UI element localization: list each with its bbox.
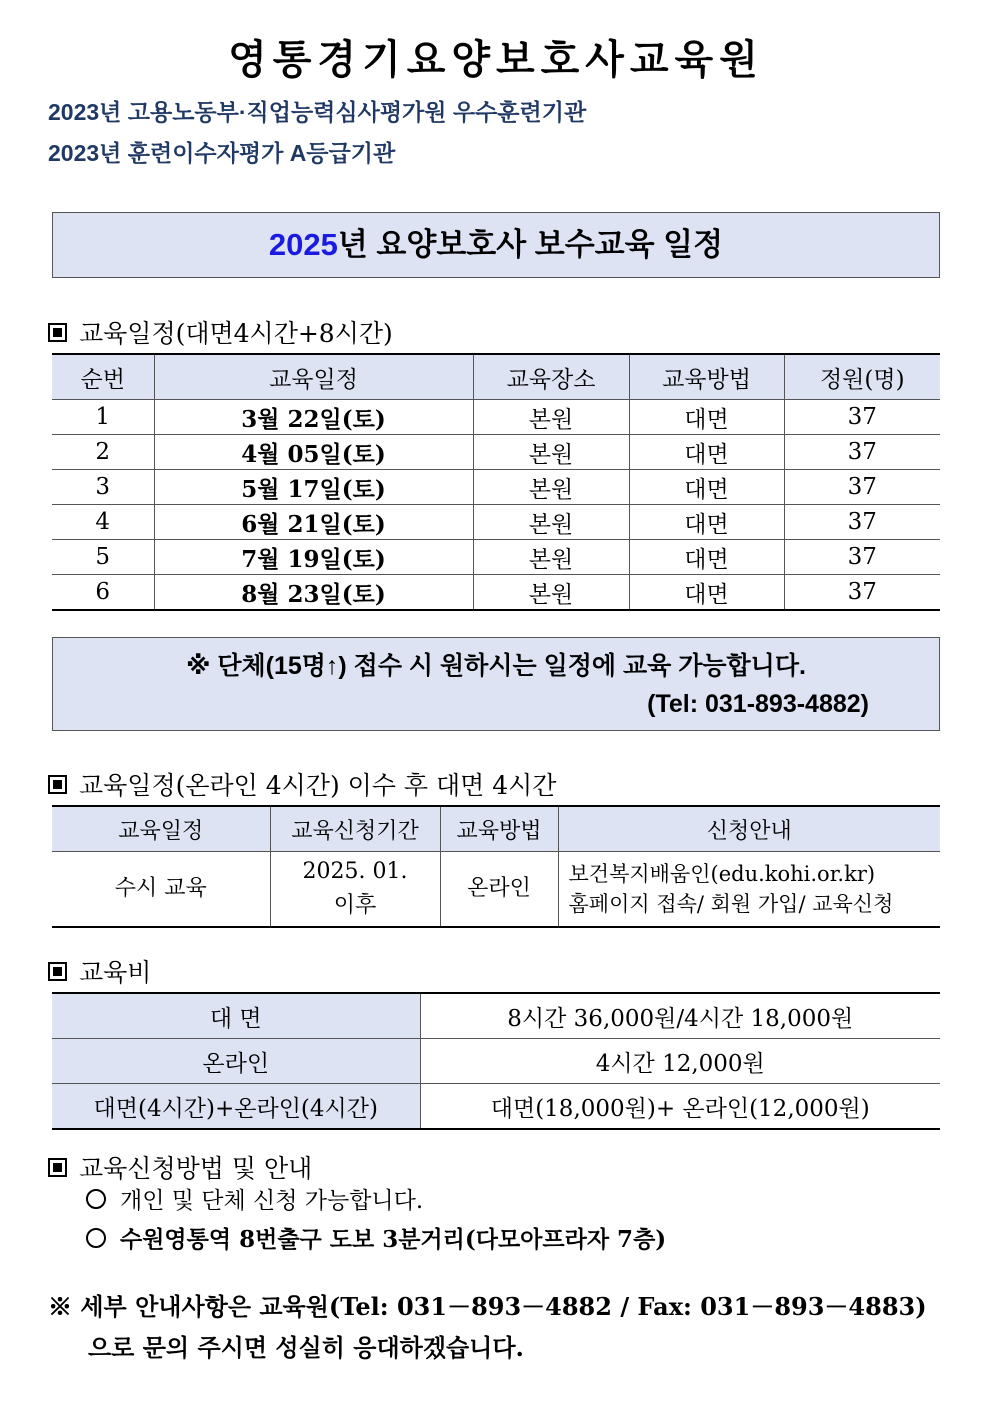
table-row: [52, 400, 940, 435]
row-method: 대면: [629, 505, 784, 540]
group-notice-tel: (Tel: 031-893-4882): [647, 690, 869, 718]
table-row: [52, 470, 940, 505]
schedule-header-row: [52, 354, 940, 400]
title-year: 2025: [268, 227, 338, 262]
circle-bullet-icon: [86, 1189, 106, 1209]
table-row: [52, 575, 940, 611]
apply-heading-text: 교육신청방법 및 안내: [79, 1154, 313, 1183]
apply-bullet-2: [86, 1221, 666, 1254]
col-header-capacity: 정원(명): [784, 354, 940, 400]
table-row: [52, 540, 940, 575]
section-heading-fee: [48, 953, 151, 989]
online-heading-text: 교육일정(온라인 4시간) 이수 후 대면 4시간: [79, 771, 557, 800]
section-heading-schedule: [48, 314, 393, 350]
award-line-1: 2023년 고용노동부·직업능력심사평가원 우수훈련기관: [48, 99, 587, 125]
online-header-row: [52, 806, 940, 852]
col-header-date: 교육일정: [154, 354, 473, 400]
footer-line-1: ※ 세부 안내사항은 교육원(Tel: 031－893－4882 / Fax: 031－893－4883): [48, 1292, 927, 1321]
online-apply: [558, 852, 940, 928]
row-no: 2: [52, 435, 154, 470]
award-line-2: 2023년 훈련이수자평가 A등급기관: [48, 140, 396, 166]
col-header-method: 교육방법: [440, 806, 558, 852]
square-bullet-icon: [48, 1158, 67, 1177]
row-place: 본원: [473, 435, 629, 470]
row-method: 대면: [629, 575, 784, 611]
row-no: 6: [52, 575, 154, 611]
online-method: 온라인: [440, 852, 558, 928]
schedule-heading-text: 교육일정(대면4시간+8시간): [79, 319, 393, 348]
row-no: 5: [52, 540, 154, 575]
fee-value: 8시간 36,000원/4시간 18,000원: [420, 993, 940, 1039]
title-text: 년 요양보호사 보수교육 일정: [337, 227, 724, 262]
row-date: 5월 17일(토): [154, 470, 473, 505]
row-date: 7월 19일(토): [154, 540, 473, 575]
row-place: 본원: [473, 400, 629, 435]
footer-line-2: 으로 문의 주시면 성실히 응대하겠습니다.: [88, 1333, 524, 1362]
row-capacity: 37: [784, 400, 940, 435]
row-method: 대면: [629, 470, 784, 505]
group-notice-text: ※ 단체(15명↑) 접수 시 원하시는 일정에 교육 가능합니다.: [186, 652, 806, 680]
table-row: [52, 505, 940, 540]
row-date: 3월 22일(토): [154, 400, 473, 435]
online-apply-line-1: 보건복지배움인(edu.kohi.or.kr): [568, 862, 876, 886]
table-row: [52, 435, 940, 470]
table-row: [52, 1084, 940, 1130]
online-schedule: 수시 교육: [52, 852, 270, 928]
fee-value: 4시간 12,000원: [420, 1039, 940, 1084]
fee-label: 온라인: [52, 1039, 420, 1084]
row-capacity: 37: [784, 540, 940, 575]
row-no: 3: [52, 470, 154, 505]
row-date: 6월 21일(토): [154, 505, 473, 540]
row-capacity: 37: [784, 575, 940, 611]
online-apply-line-2: 홈페이지 접속/ 회원 가입/ 교육신청: [568, 892, 894, 916]
col-header-apply: 신청안내: [558, 806, 940, 852]
col-header-method: 교육방법: [629, 354, 784, 400]
fee-table: [52, 992, 940, 1130]
row-no: 1: [52, 400, 154, 435]
group-notice-box: [52, 637, 940, 731]
square-bullet-icon: [48, 323, 67, 342]
table-row: [52, 993, 940, 1039]
online-period-line-2: 이후: [333, 893, 377, 918]
col-header-place: 교육장소: [473, 354, 629, 400]
row-method: 대면: [629, 400, 784, 435]
fee-value: 대면(18,000원)+ 온라인(12,000원): [420, 1084, 940, 1130]
square-bullet-icon: [48, 775, 67, 794]
row-capacity: 37: [784, 470, 940, 505]
online-period: [270, 852, 440, 928]
table-row: [52, 852, 940, 928]
section-heading-apply: [48, 1149, 312, 1185]
apply-bullet-1: [86, 1182, 423, 1215]
row-place: 본원: [473, 470, 629, 505]
apply-bullet-2-text: 수원영통역 8번출구 도보 3분거리(다모아프라자 7층): [120, 1226, 667, 1253]
schedule-title-box: [52, 212, 940, 278]
row-date: 4월 05일(토): [154, 435, 473, 470]
table-row: [52, 1039, 940, 1084]
square-bullet-icon: [48, 962, 67, 981]
row-no: 4: [52, 505, 154, 540]
row-place: 본원: [473, 575, 629, 611]
col-header-no: 순번: [52, 354, 154, 400]
row-method: 대면: [629, 540, 784, 575]
org-title: 영통경기요양보호사교육원: [228, 38, 764, 82]
section-heading-online: [48, 766, 556, 802]
fee-label: 대면(4시간)+온라인(4시간): [52, 1084, 420, 1130]
col-header-period: 교육신청기간: [270, 806, 440, 852]
row-capacity: 37: [784, 435, 940, 470]
row-capacity: 37: [784, 505, 940, 540]
row-place: 본원: [473, 505, 629, 540]
online-period-line-1: 2025. 01.: [302, 859, 408, 884]
circle-bullet-icon: [86, 1228, 106, 1248]
fee-heading-text: 교육비: [79, 958, 152, 987]
row-place: 본원: [473, 540, 629, 575]
schedule-table: [52, 353, 940, 611]
apply-bullet-1-text: 개인 및 단체 신청 가능합니다.: [120, 1188, 424, 1214]
online-table: [52, 805, 940, 928]
fee-label: 대 면: [52, 993, 420, 1039]
row-date: 8월 23일(토): [154, 575, 473, 611]
row-method: 대면: [629, 435, 784, 470]
col-header-schedule: 교육일정: [52, 806, 270, 852]
